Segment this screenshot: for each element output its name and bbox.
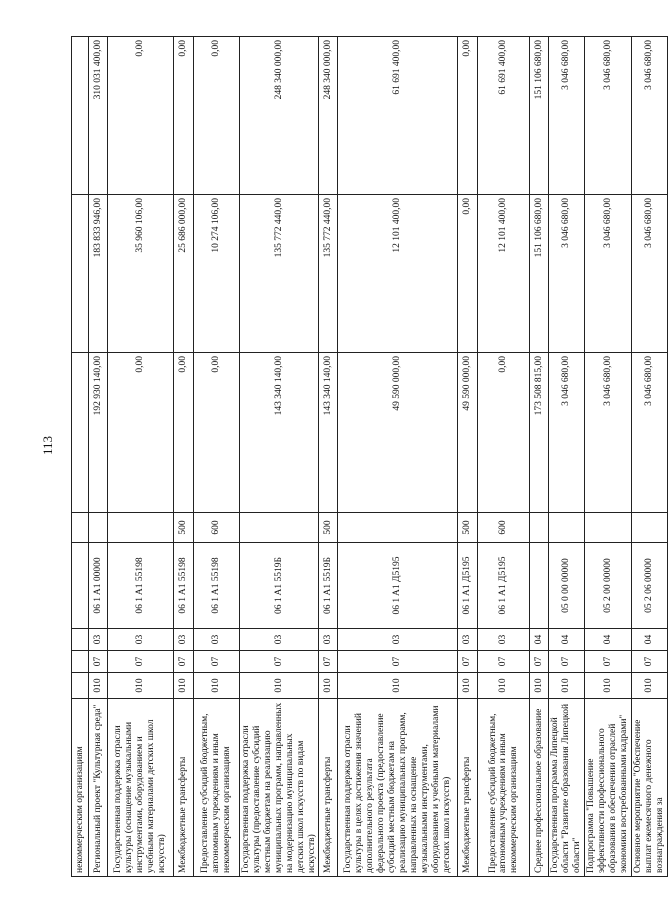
section-code: 07	[458, 651, 478, 673]
section-code: 07	[108, 651, 174, 673]
target-article: 06 1 A1 5519Б	[319, 543, 338, 629]
amount-year-3: 3 046 680,00	[585, 37, 632, 195]
target-article	[530, 543, 549, 629]
row-name: Межбюджетные трансферты	[458, 699, 478, 877]
amount-year-3: 310 031 400,00	[89, 37, 108, 195]
row-name: Подпрограмма "Повышение эффективности профессионального образования в обеспечении отраслей экономики востребованными кадрами"	[585, 699, 632, 877]
table-row	[174, 37, 194, 877]
row-name: Региональный проект "Культурная среда"	[89, 699, 108, 877]
expense-type	[338, 513, 458, 543]
amount-year-1: 0,00	[108, 353, 174, 513]
ved-code: 010	[89, 673, 108, 699]
expense-type	[108, 513, 174, 543]
expense-type: 500	[319, 513, 338, 543]
ved-code: 010	[194, 673, 240, 699]
expense-type	[72, 513, 89, 543]
table-row	[458, 37, 478, 877]
section-code: 07	[319, 651, 338, 673]
amount-year-2: 0,00	[458, 195, 478, 353]
amount-year-2: 135 772 440,00	[319, 195, 338, 353]
subsection-code: 04	[585, 629, 632, 651]
table-row	[338, 37, 458, 877]
target-article: 06 1 A1 55198	[194, 543, 240, 629]
expense-type: 600	[478, 513, 530, 543]
section-code: 07	[478, 651, 530, 673]
table-row	[585, 37, 632, 877]
ved-code	[72, 673, 89, 699]
amount-year-1: 0,00	[174, 353, 194, 513]
section-code: 07	[530, 651, 549, 673]
amount-year-2	[72, 195, 89, 353]
expense-type: 600	[194, 513, 240, 543]
expense-type	[585, 513, 632, 543]
table-row	[478, 37, 530, 877]
subsection-code: 03	[240, 629, 319, 651]
amount-year-3: 248 340 000,00	[319, 37, 338, 195]
row-name: Государственная поддержка отрасли культуры (предоставление субсидий местным бюджетам на реализацию муниципальных программ, направленных на модернизацию муниципальных детских школ искусств по видам искусств)	[240, 699, 319, 877]
ved-code: 010	[458, 673, 478, 699]
target-article: 06 1 A1 Д5195	[458, 543, 478, 629]
subsection-code: 03	[338, 629, 458, 651]
row-name: Предоставление субсидий бюджетным, автономным учреждениям и иным некоммерческим организациям	[194, 699, 240, 877]
subsection-code: 04	[631, 629, 667, 651]
row-name: Межбюджетные трансферты	[319, 699, 338, 877]
amount-year-1: 49 590 000,00	[338, 353, 458, 513]
amount-year-1: 0,00	[194, 353, 240, 513]
target-article	[72, 543, 89, 629]
table-row	[108, 37, 174, 877]
row-name: Межбюджетные трансферты	[174, 699, 194, 877]
amount-year-2: 135 772 440,00	[240, 195, 319, 353]
section-code: 07	[240, 651, 319, 673]
table-row	[530, 37, 549, 877]
amount-year-2: 183 833 946,00	[89, 195, 108, 353]
amount-year-1: 143 340 140,00	[319, 353, 338, 513]
amount-year-3: 61 691 400,00	[338, 37, 458, 195]
ved-code: 010	[585, 673, 632, 699]
row-name: Государственная поддержка отрасли культуры (оснащение музыкальными инструментами, оборудованием и учебными материалами детских школ искусств)	[108, 699, 174, 877]
expense-type: 500	[458, 513, 478, 543]
amount-year-3: 151 106 680,00	[530, 37, 549, 195]
row-name: Государственная поддержка отрасли культуры в целях достижения значений дополнительного результата федерального проекта (предоставление субсидий местным бюджетам на реализацию муниципальных программ, направленных на оснащение музыкальными инструментами, оборудованием и учебными материалами детских школ искусств)	[338, 699, 458, 877]
target-article: 05 2 00 00000	[585, 543, 632, 629]
subsection-code: 03	[194, 629, 240, 651]
ved-code: 010	[108, 673, 174, 699]
amount-year-1: 192 930 140,00	[89, 353, 108, 513]
amount-year-3: 0,00	[174, 37, 194, 195]
row-name: Государственная программа Липецкой области "Развитие образования Липецкой области"	[549, 699, 585, 877]
section-code: 07	[585, 651, 632, 673]
ved-code: 010	[549, 673, 585, 699]
section-code: 07	[174, 651, 194, 673]
row-name: Предоставление субсидий бюджетным, автономным учреждениям и иным некоммерческим организациям	[478, 699, 530, 877]
rotated-page	[71, 37, 665, 877]
amount-year-1: 0,00	[478, 353, 530, 513]
section-code	[72, 651, 89, 673]
amount-year-3: 3 046 680,00	[631, 37, 667, 195]
subsection-code	[72, 629, 89, 651]
table-row	[631, 37, 667, 877]
amount-year-1: 143 340 140,00	[240, 353, 319, 513]
subsection-code: 04	[530, 629, 549, 651]
page-number: 113	[40, 435, 55, 455]
expense-type	[549, 513, 585, 543]
amount-year-3: 248 340 000,00	[240, 37, 319, 195]
budget-table	[71, 36, 668, 877]
section-code: 07	[194, 651, 240, 673]
amount-year-1: 49 590 000,00	[458, 353, 478, 513]
target-article: 06 1 A1 5519Б	[240, 543, 319, 629]
amount-year-2: 12 101 400,00	[478, 195, 530, 353]
subsection-code: 03	[89, 629, 108, 651]
ved-code: 010	[174, 673, 194, 699]
amount-year-2: 25 686 000,00	[174, 195, 194, 353]
amount-year-1: 3 046 680,00	[631, 353, 667, 513]
amount-year-1: 3 046 680,00	[549, 353, 585, 513]
subsection-code: 03	[319, 629, 338, 651]
ved-code: 010	[338, 673, 458, 699]
table-row	[319, 37, 338, 877]
target-article: 06 1 A1 Д5195	[338, 543, 458, 629]
amount-year-2: 3 046 680,00	[585, 195, 632, 353]
amount-year-2: 10 274 106,00	[194, 195, 240, 353]
table-row	[240, 37, 319, 877]
amount-year-1: 3 046 680,00	[585, 353, 632, 513]
amount-year-2: 35 960 106,00	[108, 195, 174, 353]
amount-year-3: 0,00	[458, 37, 478, 195]
section-code: 07	[549, 651, 585, 673]
subsection-code: 04	[549, 629, 585, 651]
amount-year-3: 61 691 400,00	[478, 37, 530, 195]
subsection-code: 03	[174, 629, 194, 651]
amount-year-1	[72, 353, 89, 513]
section-code: 07	[631, 651, 667, 673]
expense-type: 500	[174, 513, 194, 543]
target-article: 06 1 A1 55198	[108, 543, 174, 629]
amount-year-3: 0,00	[108, 37, 174, 195]
ved-code: 010	[631, 673, 667, 699]
target-article: 05 2 06 00000	[631, 543, 667, 629]
target-article: 06 1 A1 00000	[89, 543, 108, 629]
table-row	[549, 37, 585, 877]
table-row	[72, 37, 89, 877]
subsection-code: 03	[478, 629, 530, 651]
amount-year-1: 173 508 815,00	[530, 353, 549, 513]
amount-year-3: 0,00	[194, 37, 240, 195]
row-name: Среднее профессиональное образование	[530, 699, 549, 877]
row-name: Основное мероприятие "Обеспечение выплат ежемесячного денежного вознаграждения за	[631, 699, 667, 877]
subsection-code: 03	[108, 629, 174, 651]
ved-code: 010	[530, 673, 549, 699]
expense-type	[89, 513, 108, 543]
table-row	[89, 37, 108, 877]
expense-type	[240, 513, 319, 543]
target-article: 05 0 00 00000	[549, 543, 585, 629]
amount-year-3: 3 046 680,00	[549, 37, 585, 195]
amount-year-2: 12 101 400,00	[338, 195, 458, 353]
amount-year-2: 3 046 680,00	[549, 195, 585, 353]
target-article: 06 1 A1 Д5195	[478, 543, 530, 629]
amount-year-2: 3 046 680,00	[631, 195, 667, 353]
expense-type	[530, 513, 549, 543]
table-row	[194, 37, 240, 877]
expense-type	[631, 513, 667, 543]
row-name: некоммерческим организациям	[72, 699, 89, 877]
section-code: 07	[89, 651, 108, 673]
ved-code: 010	[240, 673, 319, 699]
target-article: 06 1 A1 55198	[174, 543, 194, 629]
amount-year-3	[72, 37, 89, 195]
section-code: 07	[338, 651, 458, 673]
ved-code: 010	[319, 673, 338, 699]
ved-code: 010	[478, 673, 530, 699]
subsection-code: 03	[458, 629, 478, 651]
amount-year-2: 151 106 680,00	[530, 195, 549, 353]
